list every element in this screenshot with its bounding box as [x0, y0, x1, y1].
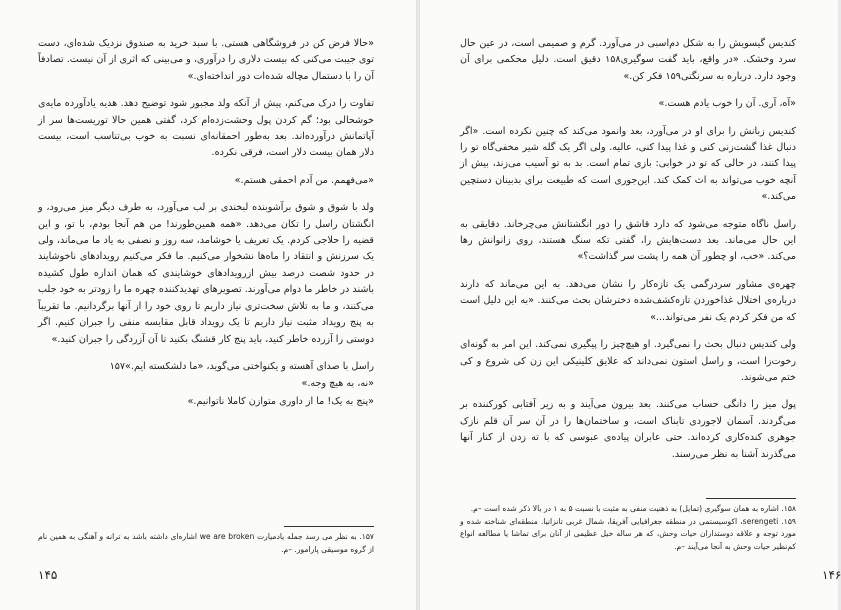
left-paragraph: «پنج به یک! ما از داوری متوازن کاملا ناتوانیم.» [187, 395, 374, 407]
left-page-number: ۱۴۵ [38, 568, 58, 582]
left-paragraph: تفاوت را درک می‌کنم، پیش از آنکه ولد مجبور شود توضیح دهد. هدیه یادآورده مایه‌ی خوشحالی بود؛ گم کردن پول وحشت‌زده‌ام کرد، گفتی همین حالا توریست‌ها سر از آپاتمانش درآورده‌اند. بعد به‌طور احمقانه‌ای نسبت به خوب بی‌تناسب است، بیست دلار همان بیست دلار است، فرقی نکرده. [38, 98, 374, 159]
right-paragraph: پول میز را دانگی حساب می‌کنند. بعد بیرون می‌آیند و به زیر آفتابی کورکننده بر می‌گردند. آسمان لاجوردی تابناک است، و ساختمان‌ها را در آن سر آن قلم نازک جوهری کنده‌کاری کرده‌اند. حتی عابران پیاده‌ی عبوسی که با ته زدن از کنار آنها می‌گذرند آشنا به نظر می‌رسند. [460, 399, 796, 460]
footnote: ۱۵۹. serengeti، اکوسیستمی در منطقه جغرافیایی آفریقا، شمال غربی تانزانیا. منطقه‌ای شناخته شده و مورد توجه و علاقه دوستداران حیات وحش، که هر ساله خیل عظیمی از آنان برای تماشا یا مطالعه انواع کم‌نظیر حیات وحش به آنجا می‌آیند –م. [460, 516, 796, 551]
left-paragraph: «حالا فرض کن در فروشگاهی هستی. با سبد خرید به صندوق نزدیک شده‌ای، دست توی جیبت می‌کنی که بیست دلاری را درآوری، و می‌بینی که اثری از آن نیست. تصادفاً آن را با دستمال مچاله شده‌ات دور انداخته‌ای.» [38, 38, 374, 82]
right-paragraph: کندیس زبانش را برای او در می‌آورد، بعد وانمود می‌کند که چنین نکرده است. «اگر دنبال غذا گشت‌زنی کنی و غذا پیدا کنی، عالیه. ولی اگر یک گله شیر مخفی‌گاه تو را پیدا کنند، در حالی که تو در خوابی: بازی تمام است. بد به تو آسیب می‌زند، بیش از آنچه خوب می‌تواند به اث کمک کند. این‌جوری است که طبیعت برای بدبینان دستچین می‌کند.» [460, 125, 796, 203]
footnote: ۱۵۷. به نظر می رسد جمله یادمیارت we are broken اشاره‌ای داشته باشد به ترانه و آهنگی به همین نام از گروه موسیقی پارامور. –م. [38, 532, 374, 554]
right-paragraph: کندیس گیسویش را به شکل دم‌اسبی در می‌آورد. گرم و صمیمی است، در عین حال سرد وخشک. «در واقع، باید گفت سوگیری۱۵۸ دقیق است. دلیل محکمی برای آن وجود دارد. درباره به سرنگتی۱۵۹ فکر کن.» [460, 38, 796, 82]
right-body-text [460, 36, 796, 474]
left-paragraph: «نه، به هیچ وجه.» [301, 378, 374, 390]
left-footnotes [38, 526, 374, 556]
left-page [0, 0, 416, 610]
right-paragraph: ولی کندیس دنبال بحث را نمی‌گیرد. او هیچ‌چیز را پیگیری نمی‌کند. این امر به گونه‌ای رخوت‌زا است، و راسل استون نمی‌داند که علایق کلینیکی این زن کی شروع و کی ختم می‌شوند. [460, 339, 796, 383]
right-page [420, 0, 841, 610]
left-paragraph: ولد با شوق و شوق برآشوبنده لبخندی بر لب می‌آورد، به طرف دیگر میز می‌رود، و انگشتان راسل را تکان می‌دهد. «همه همین‌طورند! من هم آنجا بودم، با تو، و این قضیه را حلاجی کردم. یک تعریف یا خوشامد، سه روز و نصفی به یاد ما می‌ماند، ولی یک سرزنش و انتقاد را ماه‌ها نشخوار می‌کنیم. ما فکر می‌کنیم رویدادهای ناخوشایند در حدود شصت درصد بیش ازرویدادهای خوشایندی که همان اندازه طول کشیده باشند در خاطر ما دوام می‌آورند. تصویرهای تهدیدکننده چهره ما را زودتر به خود جلب می‌کنند، و ما به تلاش سخت‌تری نیاز داریم تا روی خود را از آنها برگردانیم. ما تقریباً به پنج رویداد مثبت نیاز داریم تا یک رویداد قابل مقایسه منفی را جبران کنیم. اگر دوستی را آزرده خاطر کنید، باید پنج کار قشنگ بکنید تا آن آزردگی را جبران کنید.» [38, 202, 374, 345]
left-paragraph: «می‌فهمم. من آدم احمقی هستم.» [234, 174, 374, 186]
footnote: ۱۵۸. اشاره به همان سوگیری (تمایل) به ذهنیت منفی به مثبت با نسبت ۵ به ۱ در بالا ذکر شده است –م. [470, 504, 796, 513]
right-paragraph: راسل ناگاه متوجه می‌شود که دارد قاشق را دور انگشتانش می‌چرخاند. دقایقی به این حال می‌ماند. بعد دست‌هایش را، گفتی تکه سنگ هستند، روی زانوانش رها می‌کند. «خب، او چطور آن همه را پشت سر گذاشت؟» [460, 218, 796, 263]
right-footnotes [460, 498, 796, 553]
footnote-rule [284, 526, 374, 527]
footnote-rule [706, 498, 796, 499]
left-body-text [38, 36, 374, 411]
right-paragraph: چهره‌ی مشاور سردرگمی یک تازه‌کار را نشان می‌دهد. به این می‌ماند که دارند درباره‌ی اختلال غذاخوردن تازه‌کشف‌شده دخترشان بحث می‌کنند. «به این دلیل است که من فکر کردم یک نفر می‌تواند...» [460, 278, 796, 323]
right-page-number: ۱۴۶ [822, 568, 841, 582]
left-paragraph: راسل با صدای آهسته و یکنواختی می‌گوید، «ما دلشکسته ایم.»۱۵۷ [109, 360, 374, 372]
right-paragraph: «آه، آری. آن را خوب یادم هست.» [658, 98, 796, 110]
